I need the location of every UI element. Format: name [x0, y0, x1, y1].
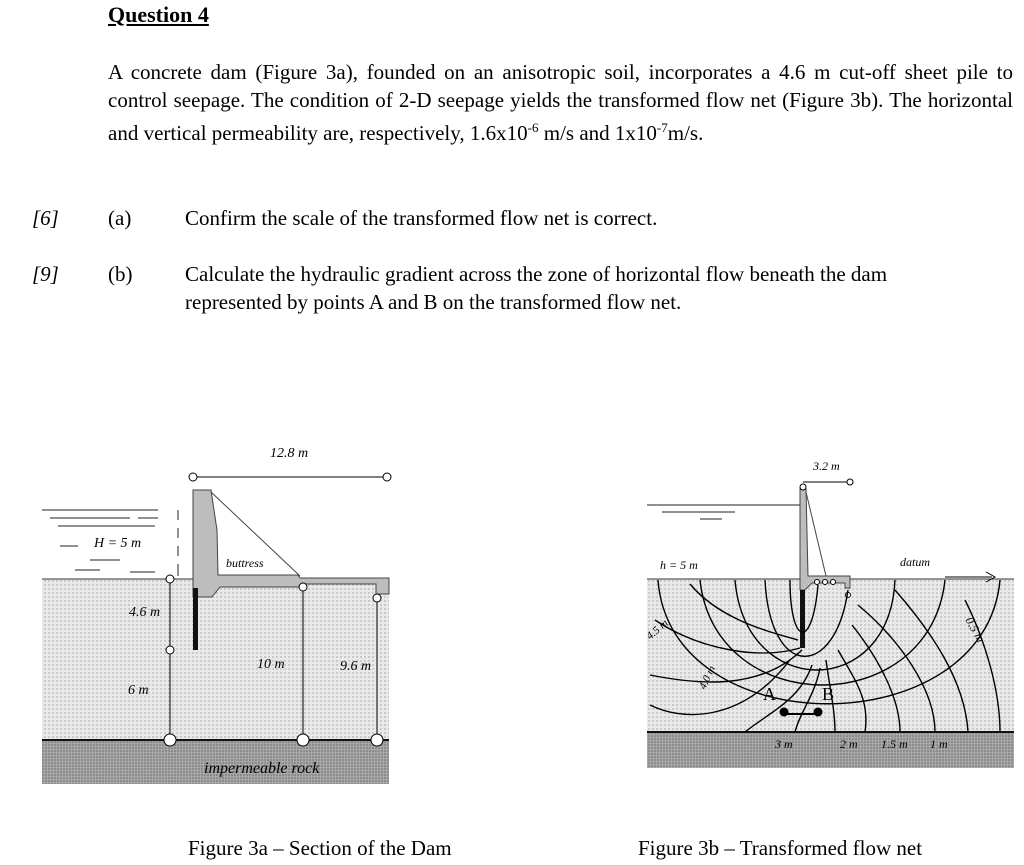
figure-3a-section	[0, 420, 1024, 865]
dimension-node	[297, 734, 309, 746]
label-pile-depth: 4.6 m	[129, 605, 161, 620]
label-9-6m: 9.6 m	[340, 659, 372, 674]
part-b-label: (b)	[108, 262, 133, 286]
part-a-marks: [6]	[32, 206, 59, 230]
part-b-marks: [9]	[32, 262, 59, 286]
point-b-marker	[814, 708, 823, 717]
label-0-5m: 0.5 m	[962, 614, 988, 645]
label-4-5m: 4.5 m	[644, 617, 671, 643]
dimension-node	[164, 734, 176, 746]
label-buttress: buttress	[226, 556, 264, 570]
label-10m: 10 m	[257, 657, 285, 672]
label-head-h: h = 5 m	[660, 558, 698, 572]
label-1m: 1 m	[930, 737, 948, 751]
label-impermeable-rock: impermeable rock	[204, 760, 320, 777]
soil-layer	[42, 579, 389, 740]
label-soil-depth: 6 m	[128, 683, 149, 698]
label-3m: 3 m	[775, 737, 793, 751]
dimension-node	[166, 646, 174, 654]
label-point-a: A	[763, 684, 776, 704]
point-a-marker	[780, 708, 789, 717]
label-12-8m: 12.8 m	[270, 446, 309, 461]
concrete-dam	[193, 490, 389, 597]
label-point-b: B	[822, 684, 835, 704]
question-text: A concrete dam (Figure 3a), founded on an anisotropic soil, incorporates a 4.6 m cut-off sheet pile to control seepage. The condition of 2-D seepage yields the transformed flow net (Figure 3b). The horizontal and vertical permeability are, respectively, $1.6x10^{-6}$ m/s and $1x10^{-7}m/s$.	[108, 60, 1013, 145]
figure-3a-caption: Figure 3a – Section of the Dam	[188, 836, 452, 860]
dimension-node	[166, 575, 174, 583]
dimension-node	[373, 594, 381, 602]
label-datum: datum	[900, 555, 930, 569]
question-title: Question 4	[108, 2, 209, 27]
dimension-node	[189, 473, 197, 481]
label-4-0m: 4.0 m	[696, 664, 719, 692]
sheet-pile	[800, 590, 805, 648]
part-a-label: (a)	[108, 206, 132, 230]
dimension-node	[383, 473, 391, 481]
figure-3b-caption: Figure 3b – Transformed flow net	[638, 836, 923, 860]
concrete-dam	[800, 489, 850, 590]
dimension-node	[299, 583, 307, 591]
label-1-5m: 1.5 m	[881, 737, 908, 751]
figure-3b-flow-net	[644, 459, 1014, 768]
label-3-2m: 3.2 m	[813, 459, 840, 473]
impermeable-rock-layer	[647, 732, 1014, 768]
sheet-pile	[193, 588, 198, 650]
dimension-node	[371, 734, 383, 746]
label-head-H: H = 5 m	[94, 536, 142, 551]
label-2m: 2 m	[840, 737, 858, 751]
soil-layer	[647, 579, 1014, 732]
part-b-text: Calculate the hydraulic gradient across the zone of horizontal flow beneath the dam represented by points A and B on the transformed flow net.	[185, 262, 888, 314]
part-a-text: Confirm the scale of the transformed flow net is correct.	[185, 206, 658, 230]
